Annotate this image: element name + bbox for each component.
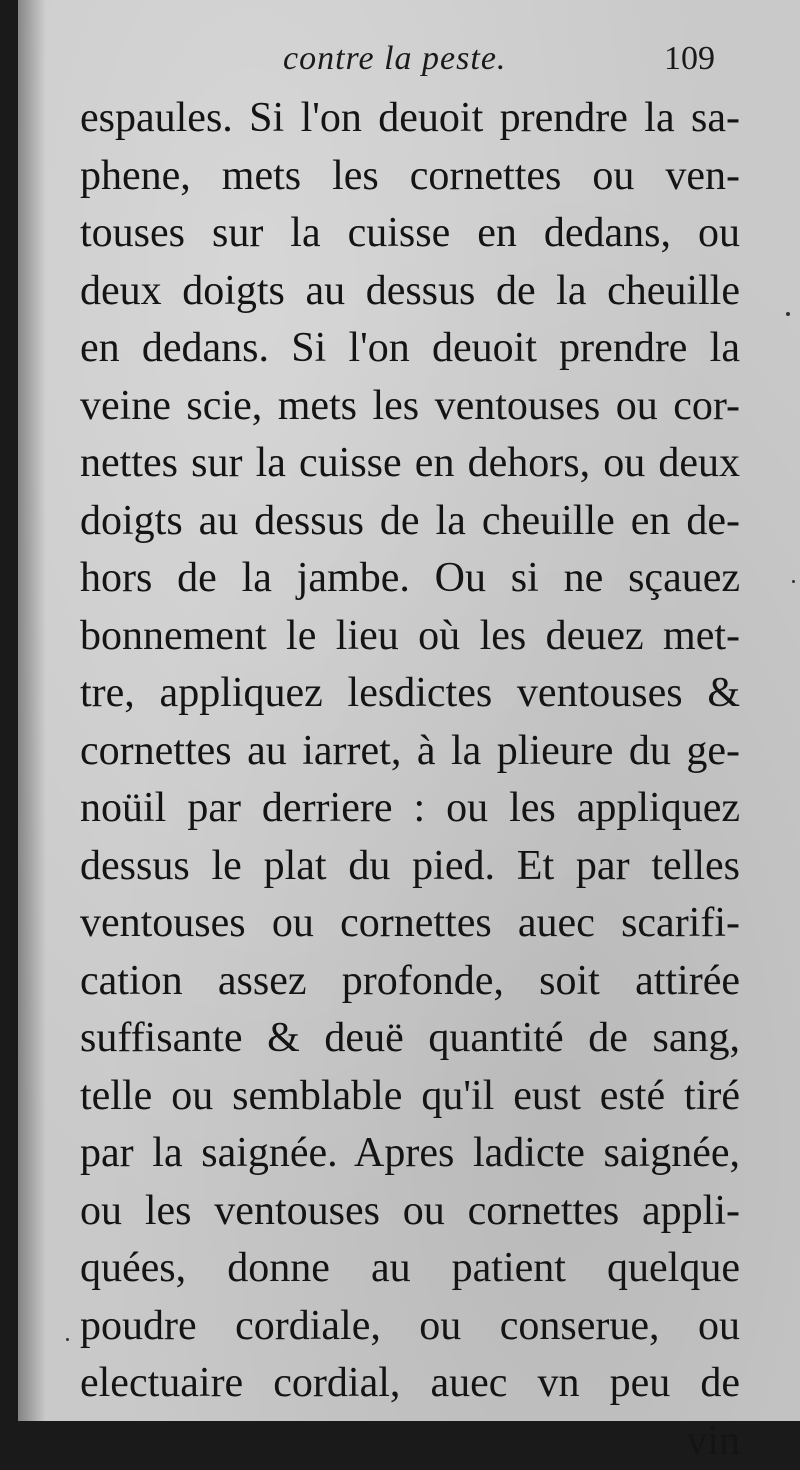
text-line: en dedans. Si l'on deuoit prendre la [80, 320, 740, 378]
ink-speck [66, 1338, 69, 1341]
text-line: telle ou semblable qu'il eust esté tiré [80, 1068, 740, 1126]
text-line: ou les ventouses ou cornettes appli- [80, 1183, 740, 1241]
running-head: contre la peste. [283, 40, 506, 78]
page-number: 109 [664, 40, 715, 78]
text-line: espaules. Si l'on deuoit prendre la sa- [80, 90, 740, 148]
text-line: dessus le plat du pied. Et par telles [80, 838, 740, 896]
page-gutter-shadow [18, 0, 46, 1421]
text-line: suffisante & deuë quantité de sang, [80, 1010, 740, 1068]
text-line: hors de la jambe. Ou si ne sçauez [80, 550, 740, 608]
text-line: par la saignée. Apres ladicte saignée, [80, 1125, 740, 1183]
text-line: cornettes au iarret, à la plieure du ge- [80, 723, 740, 781]
page-header [0, 40, 800, 90]
catchword: vin [80, 1413, 740, 1470]
text-line: doigts au dessus de la cheuille en de- [80, 493, 740, 551]
text-line: tre, appliquez lesdictes ventouses & [80, 665, 740, 723]
text-line: electuaire cordial, auec vn peu de [80, 1355, 740, 1413]
text-line: touses sur la cuisse en dedans, ou [80, 205, 740, 263]
text-line: veine scie, mets les ventouses ou cor- [80, 378, 740, 436]
body-text [80, 90, 740, 1470]
text-line: quées, donne au patient quelque [80, 1240, 740, 1298]
text-line: phene, mets les cornettes ou ven- [80, 148, 740, 206]
text-line: noüil par derriere : ou les appliquez [80, 780, 740, 838]
ink-speck [792, 580, 795, 583]
text-line: poudre cordiale, ou conserue, ou [80, 1298, 740, 1356]
text-line: bonnement le lieu où les deuez met- [80, 608, 740, 666]
text-line: deux doigts au dessus de la cheuille [80, 263, 740, 321]
ink-speck [786, 312, 790, 316]
text-line: nettes sur la cuisse en dehors, ou deux [80, 435, 740, 493]
text-line: ventouses ou cornettes auec scarifi- [80, 895, 740, 953]
text-line: cation assez profonde, soit attirée [80, 953, 740, 1011]
